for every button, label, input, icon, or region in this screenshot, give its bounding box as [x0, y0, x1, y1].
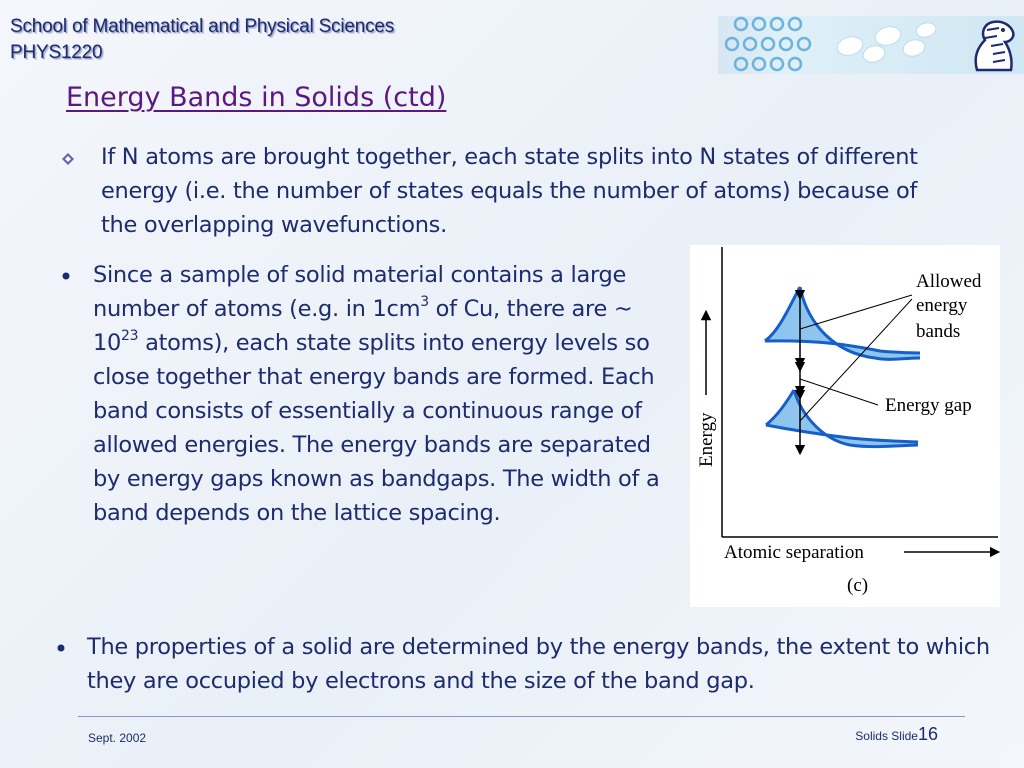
- course-code: PHYS1220: [10, 42, 103, 63]
- allowed-label-2: energy: [916, 295, 968, 316]
- energy-axis-label: Energy: [696, 412, 717, 467]
- slide-number: 16: [917, 724, 938, 744]
- header-banner: [718, 16, 1024, 74]
- allowed-label-3: bands: [916, 321, 961, 342]
- bullet-text-2: Since a sample of solid material contains a large number of atoms (e.g. in $1cm^3$ of Cu, there are ~ $10^{23}$ atoms), each state splits into energy levels so close together that energy bands are formed. Each band consists of essentially a continuous range of allowed energies. The energy bands are separated by energy gaps known as bandgaps. The width of a band depends on the lattice spacing.: [93, 262, 660, 526]
- energy-band-figure: [690, 245, 1000, 607]
- slide-number-group: [855, 724, 938, 745]
- panel-label: (c): [847, 575, 869, 596]
- energy-gap-label: Energy gap: [885, 395, 972, 416]
- energy-band-diagram: [690, 245, 1000, 607]
- bullet-text-1: If N atoms are brought together, each state splits into N states of different energy (i.e. the number of states equals the number of atoms) because of the overlapping wavefunctions.: [101, 144, 918, 238]
- footer-divider: [78, 716, 965, 717]
- slide-title: Energy Bands in Solids (ctd): [66, 82, 447, 113]
- dot-bullet-icon: [57, 644, 65, 652]
- allowed-label-1: Allowed: [916, 271, 982, 292]
- slide-label: Solids Slide: [855, 729, 918, 743]
- footer-date: Sept. 2002: [88, 731, 147, 745]
- dot-bullet-icon: [62, 272, 70, 280]
- diamond-bullet-icon: [62, 153, 74, 165]
- bullet-text-3: The properties of a solid are determined by the energy bands, the extent to which they are occupied by electrons and the size of the band gap.: [87, 634, 990, 694]
- seahorse-logo-icon: [963, 16, 1023, 74]
- atomic-separation-label: Atomic separation: [724, 542, 864, 563]
- school-name: School of Mathematical and Physical Sciences: [10, 16, 395, 37]
